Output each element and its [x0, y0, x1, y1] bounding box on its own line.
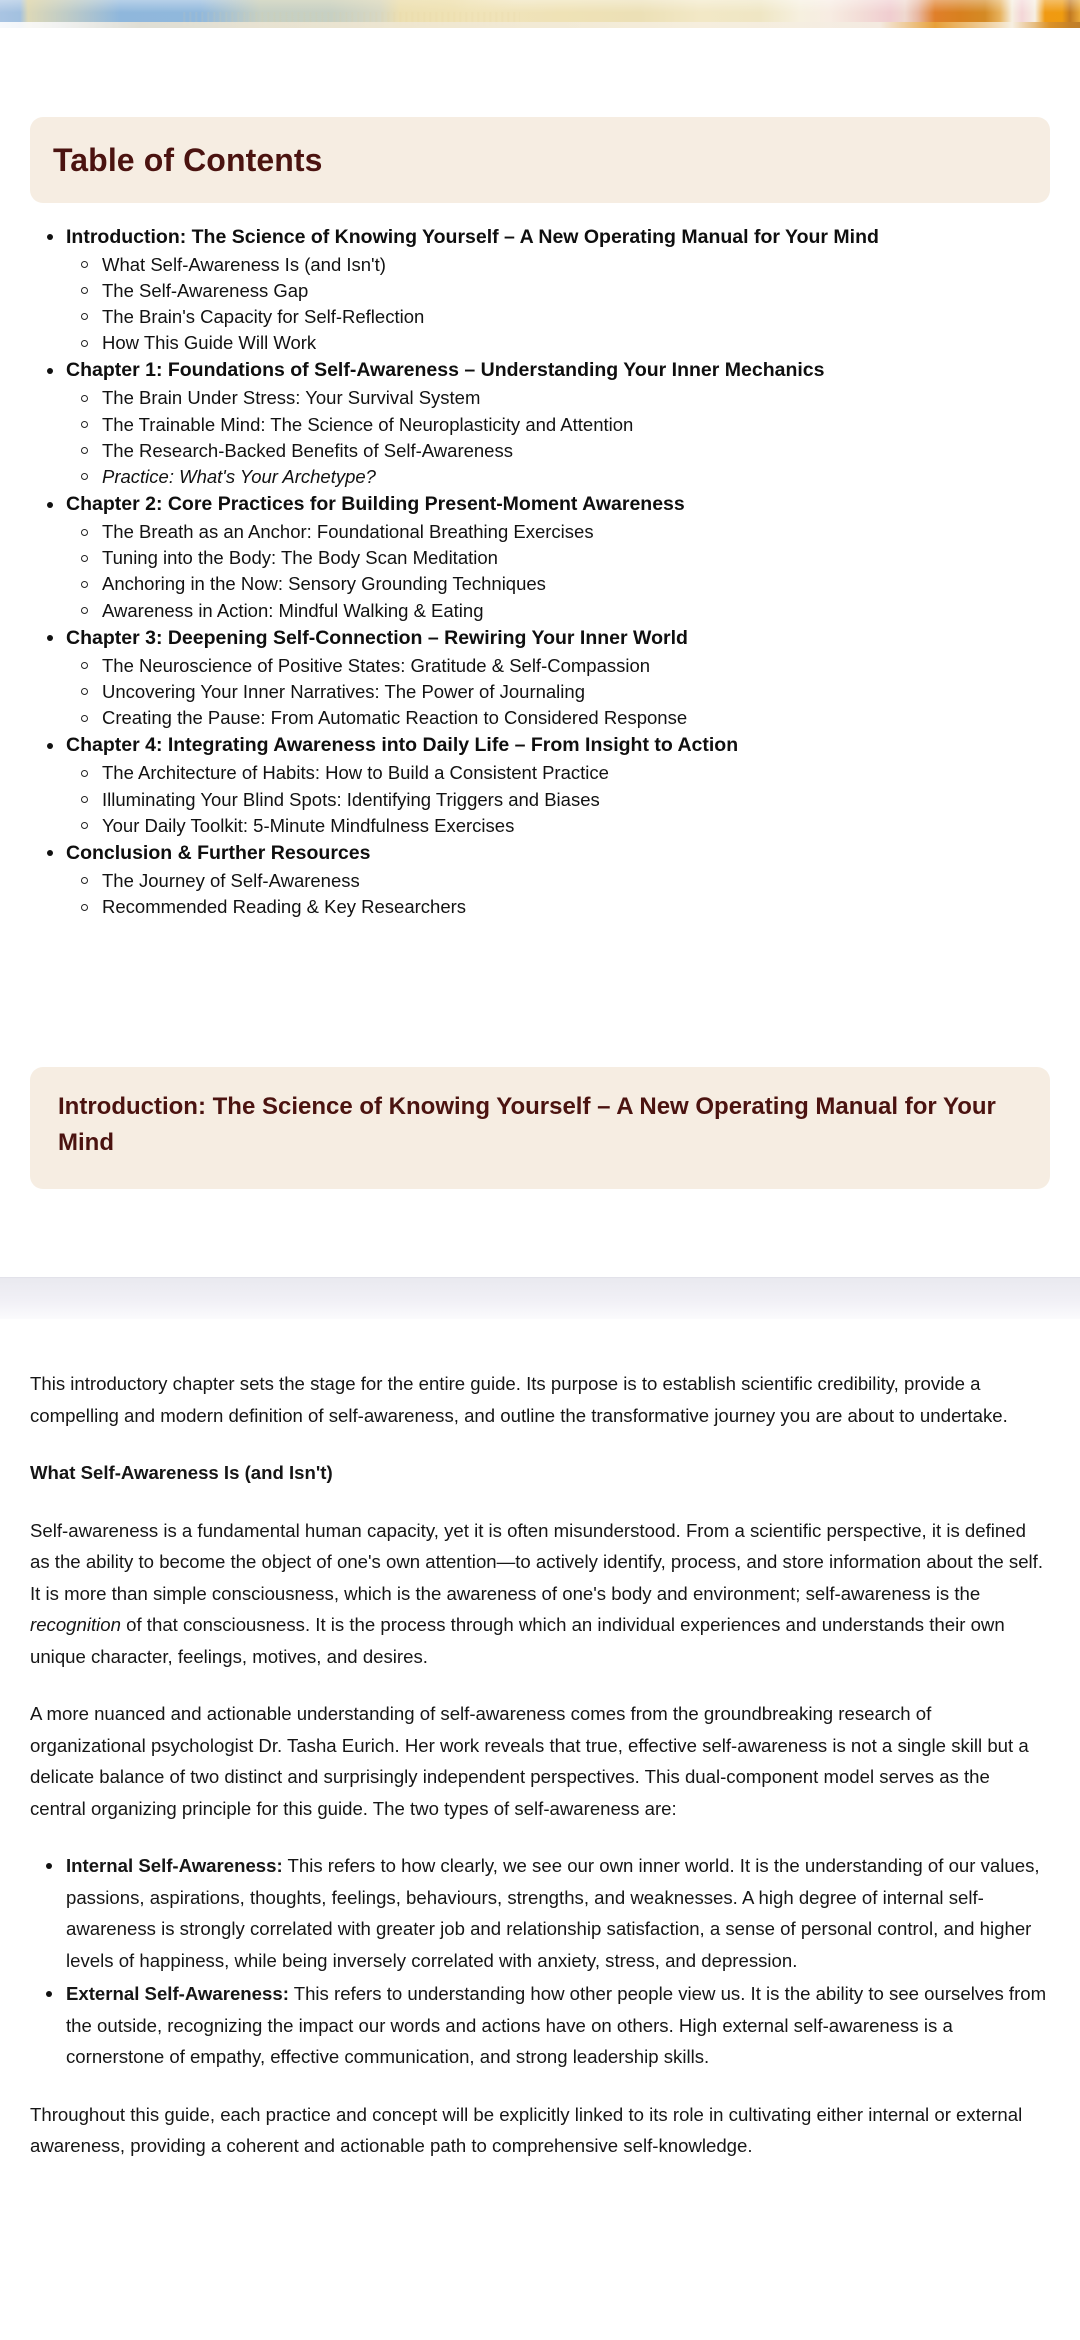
toc-section-link[interactable]: The Research-Backed Benefits of Self-Awareness [30, 437, 1060, 463]
table-of-contents-list [30, 222, 1060, 920]
toc-section-list [30, 251, 1060, 356]
toc-chapter-link[interactable]: Chapter 2: Core Practices for Building Present-Moment Awareness [30, 490, 1060, 519]
table-of-contents-card [30, 117, 1050, 203]
definition-text-part-two: of that consciousness. It is the process through which an individual experiences and understands their own unique character, feelings, motives, and desires. [30, 1614, 1005, 1667]
toc-section-link[interactable]: What Self-Awareness Is (and Isn't) [30, 251, 1060, 277]
introduction-heading-card [30, 1067, 1050, 1189]
list-item-text: This refers to how clearly, we see our own inner world. It is the understanding of our values, passions, aspirations, thoughts, feelings, behaviours, strengths, and weaknesses. A high degree of internal self-awareness is strongly correlated with greater job and relationship satisfaction, a sense of personal control, and higher levels of happiness, while being inversely correlated with anxiety, stress, and depression. [66, 1855, 1040, 1971]
toc-section-link[interactable]: Recommended Reading & Key Researchers [30, 894, 1060, 920]
toc-section-link[interactable]: Tuning into the Body: The Body Scan Meditation [30, 545, 1060, 571]
body-subheading: What Self-Awareness Is (and Isn't) [30, 1462, 333, 1483]
chapter-body-content [0, 1368, 1080, 2188]
toc-section-link[interactable]: Anchoring in the Now: Sensory Grounding Techniques [30, 571, 1060, 597]
list-item-term: External Self-Awareness: [66, 1983, 289, 2004]
toc-section-link[interactable]: The Neuroscience of Positive States: Gratitude & Self-Compassion [30, 652, 1060, 678]
list-item-text: This refers to understanding how other people view us. It is the ability to see ourselves from the outside, recognizing the impact our words and actions have on others. High external self-awareness is a cornerstone of empathy, effective communication, and strong leadership skills. [66, 1983, 1047, 2067]
self-awareness-types-list [30, 1850, 1050, 2073]
toc-section-link[interactable]: Uncovering Your Inner Narratives: The Power of Journaling [30, 678, 1060, 704]
eurich-research-paragraph: A more nuanced and actionable understanding of self-awareness comes from the groundbreaking research of organizational psychologist Dr. Tasha Eurich. Her work reveals that true, effective self-awareness is not a single skill but a delicate balance of two distinct and surprisingly independent perspectives. This dual-component model serves as the central organizing principle for this guide. The two types of self-awareness are: [30, 1703, 1029, 1819]
intro-paragraph: This introductory chapter sets the stage for the entire guide. Its purpose is to establish scientific credibility, provide a compelling and modern definition of self-awareness, and outline the transformative journey you are about to undertake. [30, 1373, 1008, 1426]
list-item-term: Internal Self-Awareness: [66, 1855, 283, 1876]
toc-section-link[interactable]: The Breath as an Anchor: Foundational Breathing Exercises [30, 519, 1060, 545]
toc-section-list [30, 760, 1060, 839]
toc-section-link[interactable]: The Self-Awareness Gap [30, 277, 1060, 303]
definition-text-part-one: Self-awareness is a fundamental human capacity, yet it is often misunderstood. From a scientific perspective, it is defined as the ability to become the object of one's own attention—to actively identify, process, and store information about the self. It is more than simple consciousness, which is the awareness of one's body and environment; self-awareness is the [30, 1519, 1044, 1604]
toc-chapter-link[interactable]: Conclusion & Further Resources [30, 838, 1060, 867]
toc-section-link[interactable]: The Brain Under Stress: Your Survival System [30, 385, 1060, 411]
toc-section-link[interactable]: The Journey of Self-Awareness [30, 867, 1060, 893]
toc-chapter [30, 356, 1060, 490]
toc-section-link[interactable]: Your Daily Toolkit: 5-Minute Mindfulness Exercises [30, 812, 1060, 838]
list-item [30, 1850, 1050, 1976]
definition-emphasis: recognition [30, 1614, 121, 1635]
banner-bottom-edge [0, 22, 1080, 28]
toc-section-link[interactable]: The Trainable Mind: The Science of Neuroplasticity and Attention [30, 411, 1060, 437]
list-item [30, 1978, 1050, 2073]
table-of-contents-title: Table of Contents [53, 141, 323, 178]
toc-section-link[interactable]: Practice: What's Your Archetype? [30, 463, 1060, 489]
toc-chapter-link[interactable]: Introduction: The Science of Knowing Yourself – A New Operating Manual for Your Mind [30, 222, 1060, 251]
toc-chapter-link[interactable]: Chapter 3: Deepening Self-Connection – Rewiring Your Inner World [30, 623, 1060, 652]
toc-chapter [30, 490, 1060, 624]
toc-section-link[interactable]: The Architecture of Habits: How to Build a Consistent Practice [30, 760, 1060, 786]
header-banner-image [0, 0, 1080, 28]
toc-section-link[interactable]: How This Guide Will Work [30, 330, 1060, 356]
toc-section-link[interactable]: Awareness in Action: Mindful Walking & Eating [30, 597, 1060, 623]
toc-chapter-list [30, 222, 1060, 920]
toc-section-link[interactable]: The Brain's Capacity for Self-Reflection [30, 303, 1060, 329]
toc-section-list [30, 867, 1060, 919]
toc-section-list [30, 385, 1060, 490]
toc-chapter-link[interactable]: Chapter 1: Foundations of Self-Awareness – Understanding Your Inner Mechanics [30, 356, 1060, 385]
toc-section-list [30, 519, 1060, 624]
toc-section-link[interactable]: Illuminating Your Blind Spots: Identifying Triggers and Biases [30, 786, 1060, 812]
toc-chapter [30, 838, 1060, 919]
definition-paragraph [30, 1515, 1050, 1673]
section-separator-band [0, 1277, 1080, 1319]
toc-chapter-link[interactable]: Chapter 4: Integrating Awareness into Daily Life – From Insight to Action [30, 731, 1060, 760]
toc-chapter [30, 731, 1060, 839]
toc-section-link[interactable]: Creating the Pause: From Automatic Reaction to Considered Response [30, 705, 1060, 731]
toc-chapter [30, 222, 1060, 356]
closing-paragraph: Throughout this guide, each practice and concept will be explicitly linked to its role in cultivating either internal or external awareness, providing a coherent and actionable path to comprehensive self-knowledge. [30, 2103, 1023, 2156]
toc-chapter [30, 623, 1060, 731]
introduction-heading: Introduction: The Science of Knowing Yourself – A New Operating Manual for Your Mind [58, 1093, 996, 1156]
toc-section-list [30, 652, 1060, 731]
